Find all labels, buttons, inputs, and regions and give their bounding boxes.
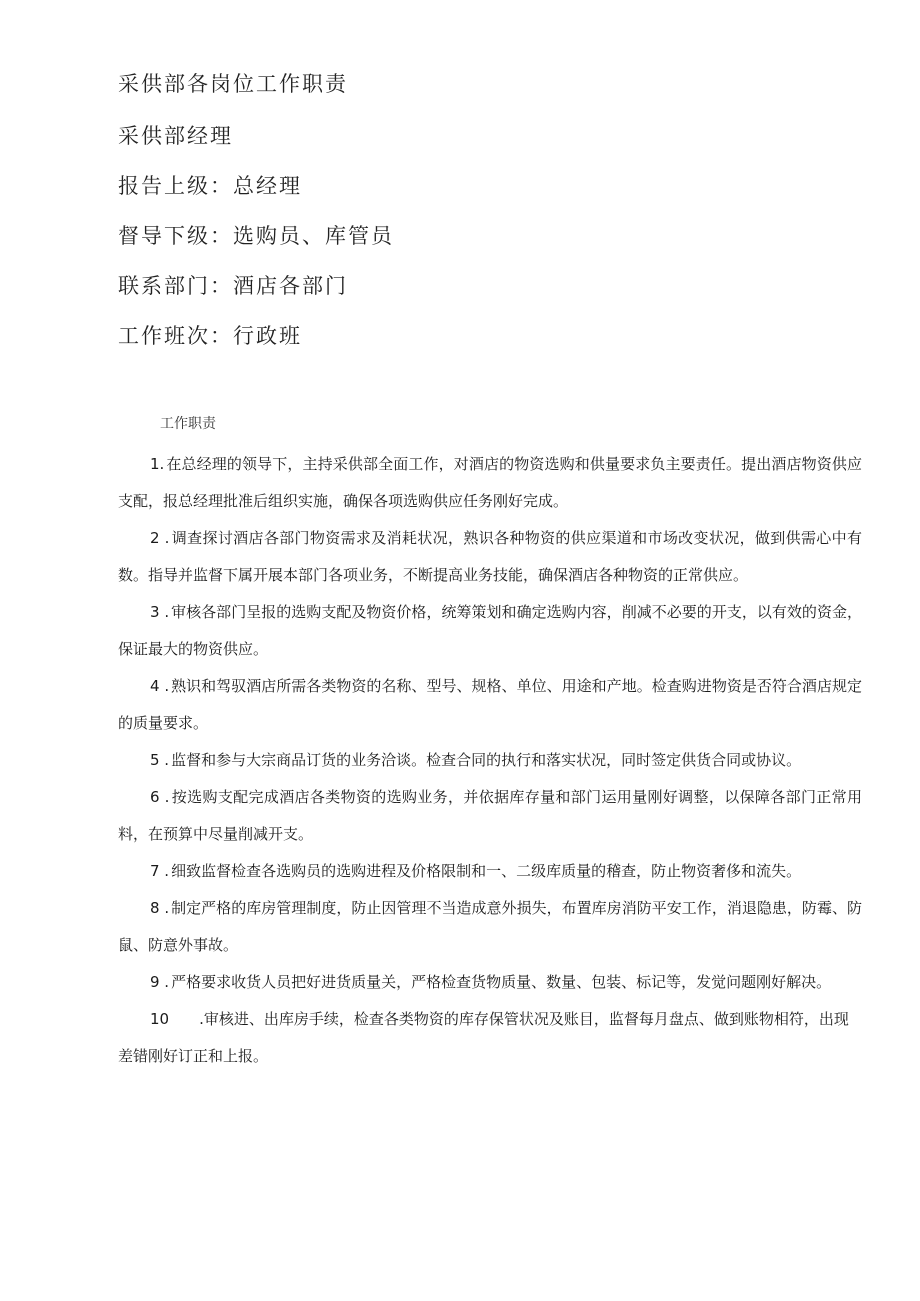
duty-number: 7 . — [150, 862, 170, 880]
duty-item — [118, 853, 862, 890]
duty-item — [118, 779, 862, 853]
reports-to: 报告上级：总经理 — [118, 174, 302, 198]
duty-item — [118, 964, 862, 1001]
duty-item — [118, 668, 862, 742]
duty-number: 10 — [150, 1010, 170, 1028]
duty-text: 监督和参与大宗商品订货的业务洽谈。检查合同的执行和落实状况，同时签定供货合同或协议。 — [171, 751, 802, 769]
duty-text: 严格要求收货人员把好进货质量关，严格检查货物质量、数量、包装、标记等，发觉问题刚好解决。 — [171, 973, 832, 991]
duty-item — [118, 742, 862, 779]
duty-number: 6 . — [150, 788, 170, 806]
duty-item — [118, 594, 862, 668]
duty-text: 调查探讨酒店各部门物资需求及消耗状况，熟识各种物资的供应渠道和市场改变状况，做到供需心中有数。指导并监督下属开展本部门各项业务，不断提高业务技能，确保酒店各种物资的正常供应。 — [118, 529, 862, 584]
duty-item — [118, 1001, 862, 1075]
duty-text: 在总经理的领导下，主持采供部全面工作，对酒店的物资选购和供量要求负主要责任。提出酒店物资供应支配，报总经理批准后组织实施，确保各项选购供应任务刚好完成。 — [118, 455, 862, 510]
duty-number: 4 . — [150, 677, 170, 695]
duty-text: 细致监督检查各选购员的选购进程及价格限制和一、二级库质量的稽查，防止物资奢侈和流失。 — [171, 862, 802, 880]
liaison-departments: 联系部门：酒店各部门 — [118, 274, 348, 298]
duty-item — [118, 890, 862, 964]
duty-text: .审核进、出库房手续，检查各类物资的库存保管状况及账目，监督每月盘点、做到账物相符，出现差错刚好订正和上报。 — [118, 1010, 849, 1065]
duty-text: 熟识和驾驭酒店所需各类物资的名称、型号、规格、单位、用途和产地。检查购进物资是否符合酒店规定的质量要求。 — [118, 677, 862, 732]
position-name: 采供部经理 — [118, 124, 233, 148]
duty-number: 2 . — [150, 529, 170, 547]
supervises: 督导下级：选购员、库管员 — [118, 224, 394, 248]
duty-text: 按选购支配完成酒店各类物资的选购业务，并依据库存量和部门运用量刚好调整，以保障各部门正常用料，在预算中尽量削减开支。 — [118, 788, 862, 843]
duties-list — [118, 446, 862, 1075]
duty-text: 审核各部门呈报的选购支配及物资价格，统筹策划和确定选购内容，削减不必要的开支，以有效的资金，保证最大的物资供应。 — [118, 603, 862, 658]
duty-number: 3 . — [150, 603, 170, 621]
duty-item — [118, 520, 862, 594]
document-title: 采供部各岗位工作职责 — [118, 72, 348, 96]
duty-text: 制定严格的库房管理制度，防止因管理不当造成意外损失，布置库房消防平安工作，消退隐患，防霉、防鼠、防意外事故。 — [118, 899, 862, 954]
work-shift: 工作班次：行政班 — [118, 324, 302, 348]
duty-number: 9 . — [150, 973, 170, 991]
duty-item — [118, 446, 862, 520]
duty-number: 8 . — [150, 899, 170, 917]
duty-number: 1. — [150, 455, 165, 473]
duty-number: 5 . — [150, 751, 170, 769]
section-title: 工作职责 — [160, 416, 216, 432]
